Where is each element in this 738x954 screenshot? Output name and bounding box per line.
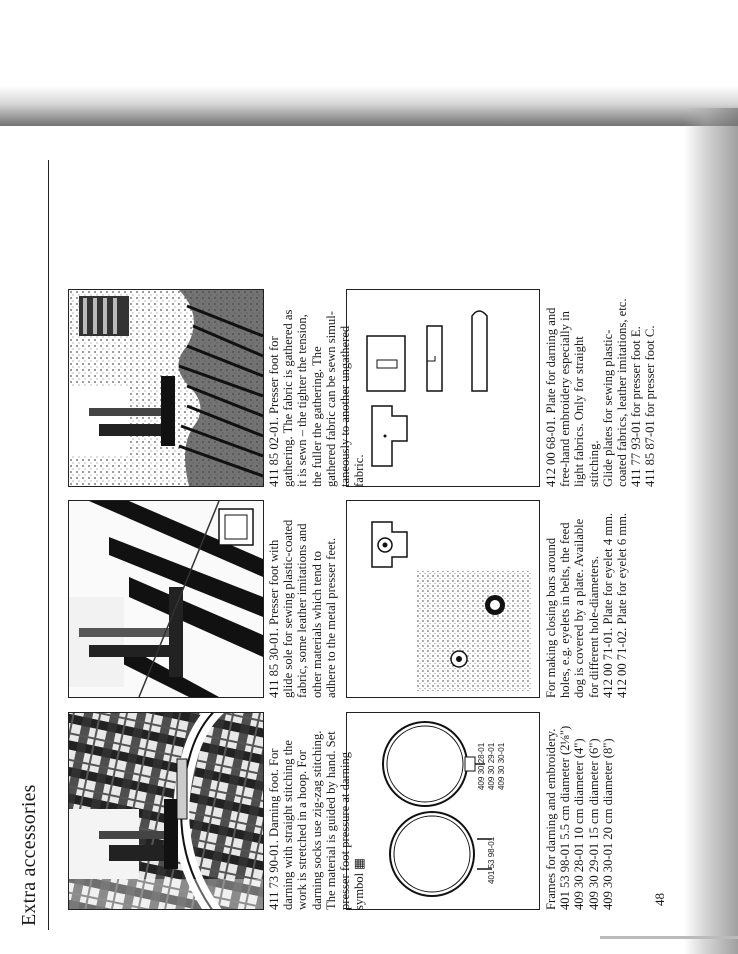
caption-line: 412 00 68-01. Plate for darning and (544, 307, 558, 487)
title-rule (48, 160, 49, 930)
caption-line: 401 53 98-01 5.5 cm diameter (2⅛") (558, 725, 573, 910)
page-number: 48 (652, 893, 667, 906)
caption-line: glide sole for sewing plastic-coated (281, 519, 296, 698)
gathering-foot-illustration (69, 290, 263, 486)
caption-line: 412 00 71-02. Plate for eyelet 6 mm. (615, 512, 630, 698)
caption-line: dog is covered by a plate. Available (572, 518, 587, 698)
glide-foot-illustration (69, 501, 263, 697)
frames-caption (544, 704, 615, 910)
scan-shadow-right (684, 108, 738, 954)
caption-line: fabric. (352, 454, 367, 487)
gathering-foot-caption (267, 287, 366, 487)
caption-line: holes, e.g. eyelets in belts, the feed (558, 522, 573, 698)
caption-line: light fabrics. Only for straight (572, 336, 587, 487)
caption-line: The material is guided by hand. Set (323, 731, 338, 910)
caption-line: fabric, some leather imitations and (295, 523, 310, 698)
caption-line: other materials which tend to (309, 551, 324, 698)
caption-line: coated fabrics, leather imitations, etc. (615, 298, 630, 487)
caption-line: free-hand embroidery especially in (558, 311, 573, 487)
darning-foot-photo (68, 712, 264, 910)
caption-line: adhere to the metal presser feet. (323, 537, 338, 698)
scan-edge-line (600, 936, 738, 939)
caption-line: 411 77 93-01 for presser foot E. (629, 326, 644, 487)
caption-line: work is stretched in a hoop. For (295, 750, 310, 910)
caption-line: 411 85 30-01. Presser foot with (267, 539, 281, 698)
caption-line: Glide plates for sewing plastic- (600, 329, 615, 487)
caption-line: 409 30 28-01 10 cm diameter (4") (572, 738, 587, 910)
caption-line: for different hole-diameters. (586, 555, 601, 698)
caption-line: gathering. The fabric is gathered as (281, 309, 296, 487)
caption-line: symbol ▦ (352, 857, 367, 910)
embroidery-hoops-drawing (346, 712, 540, 910)
caption-line: gathered fabric can be sewn simul- (323, 311, 338, 487)
caption-line: taneously to another ungathered (338, 325, 353, 487)
glide-foot-caption (267, 502, 338, 698)
rotated-manual-page (12, 150, 672, 930)
caption-line: 411 85 87-01 for presser foot C. (643, 325, 658, 487)
page-title: Extra accessories (18, 784, 40, 926)
darning-foot-caption (267, 714, 366, 910)
eyelet-plates-drawing (346, 500, 540, 698)
eyelet-plates-illustration (347, 501, 539, 697)
caption-line: presser foot pressure at darning (338, 751, 353, 910)
caption-line: Frames for darning and embroidery. (544, 728, 558, 910)
caption-line: 411 85 02-01. Presser foot for (267, 336, 281, 487)
darning-foot-illustration (69, 713, 263, 909)
caption-line: 409 30 29-01 15 cm diameter (6") (586, 738, 601, 910)
caption-line: 409 30 30-01 20 cm diameter (8") (600, 738, 615, 910)
caption-line: it is sewn – the tighter the tension, (295, 314, 310, 487)
caption-line: For making closing bars around (544, 537, 558, 698)
hoops-illustration (347, 713, 539, 909)
hoop-label-small: 401 53 98-01 (487, 836, 496, 884)
eyelet-plates-caption (544, 498, 629, 698)
darning-plates-drawing (346, 289, 540, 487)
caption-line: the fuller the gathering. The (309, 346, 324, 487)
scan-shadow-top (0, 86, 738, 126)
hoop-label: 409 30 29-01 (487, 742, 496, 790)
caption-line: 412 00 71-01. Plate for eyelet 4 mm. (600, 512, 615, 698)
darning-plates-illustration (347, 290, 539, 486)
glide-foot-photo (68, 500, 264, 698)
gathering-foot-photo (68, 289, 264, 487)
caption-line: 411 73 90-01. Darning foot. For (267, 748, 281, 910)
hoop-label: 409 30 28-01 (477, 742, 486, 790)
hoop-labels-large (477, 743, 507, 790)
caption-line: darning with straight stitching the (281, 740, 296, 910)
darning-plates-caption (544, 277, 658, 487)
hoop-label: 409 30 30-01 (497, 742, 506, 790)
caption-line: darning socks use zig-zag stitching. (309, 730, 324, 910)
caption-line: stitching. (586, 440, 601, 487)
